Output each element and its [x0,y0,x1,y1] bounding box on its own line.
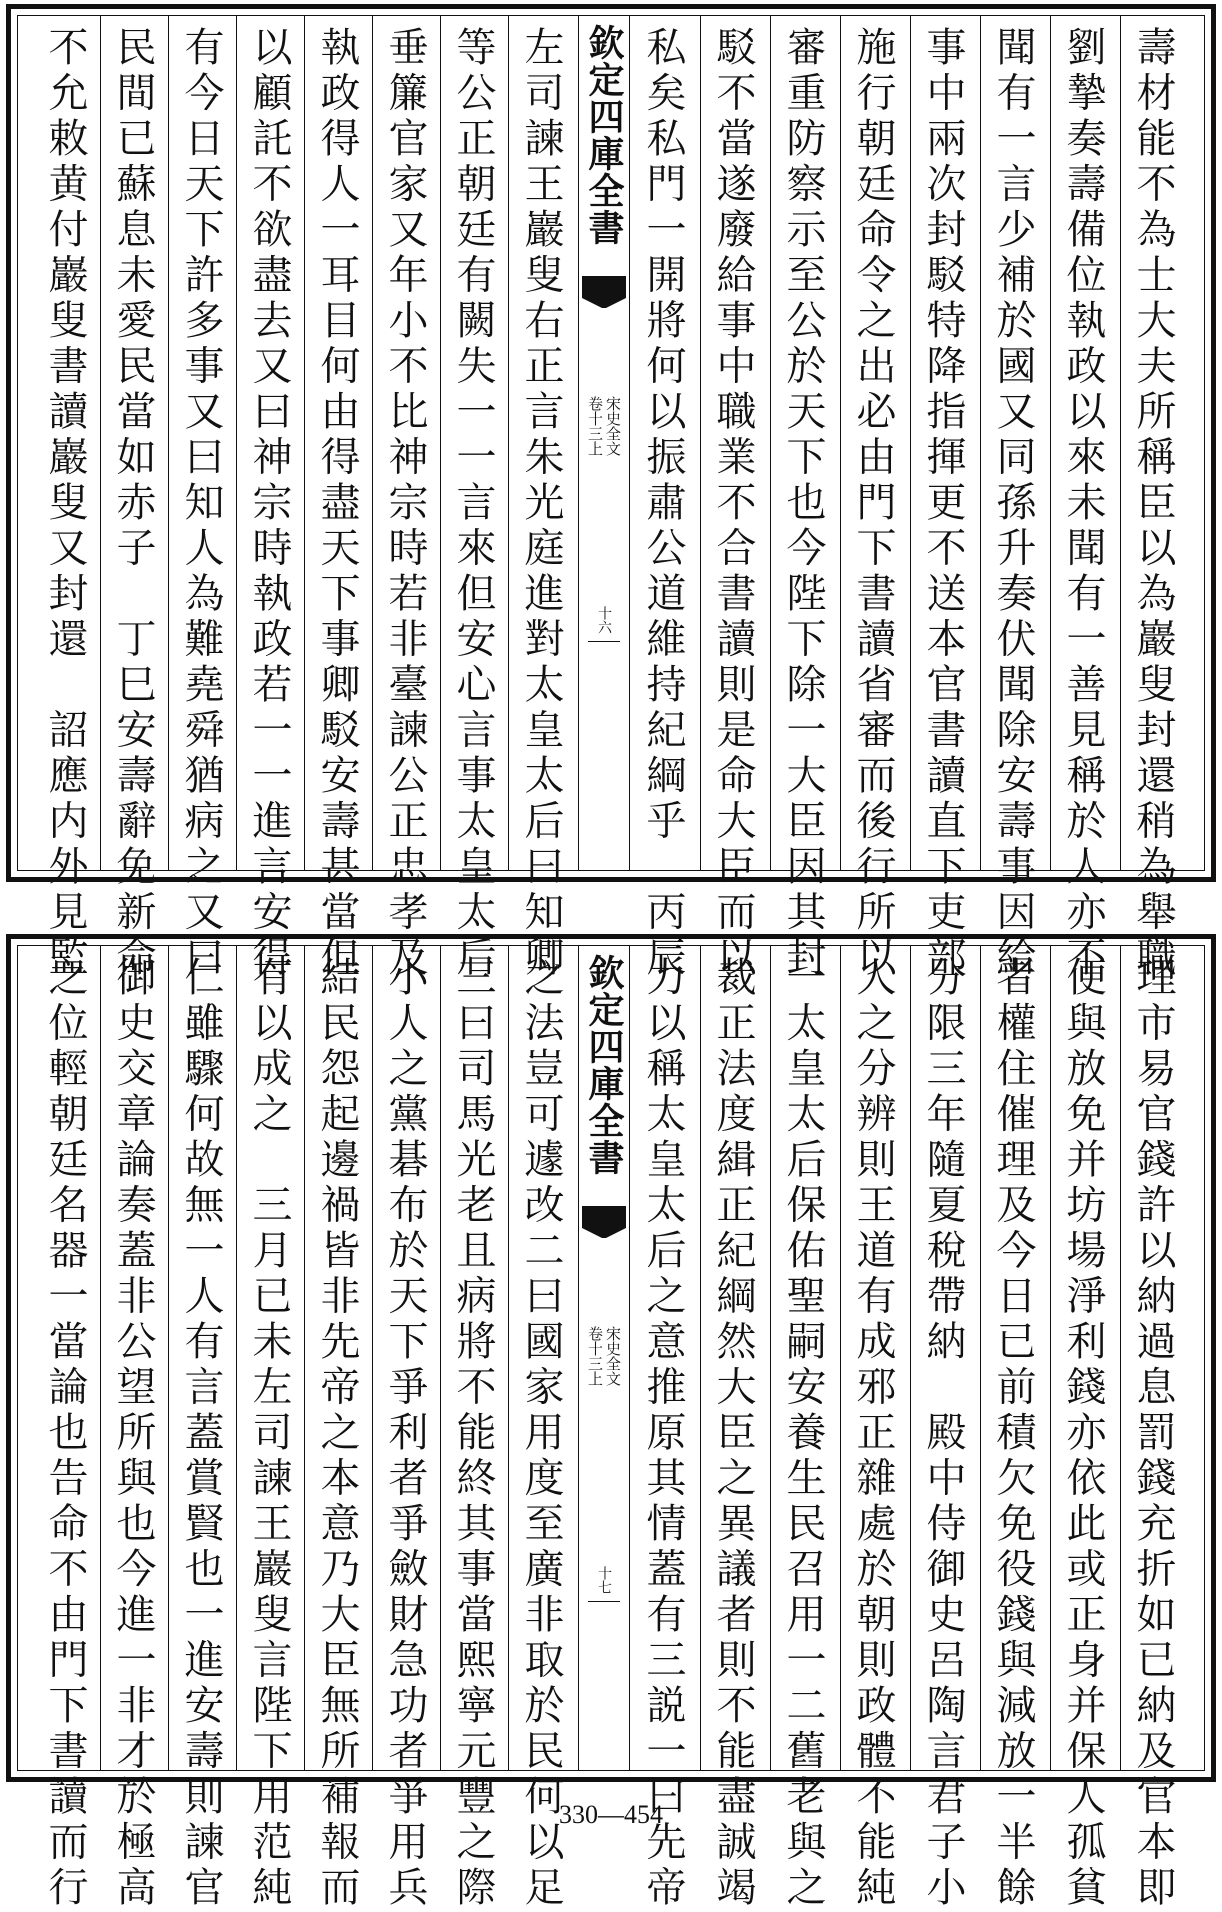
text-column: 一太皇太后保佑聖嗣安養生民召用一二舊老與之 [780,956,826,1912]
column-rule [100,16,101,870]
volume-label: 卷十三上 [586,396,604,456]
text-column: 不允敕黄付巖叟書讀巖叟又封還 詔應内外見監 [42,26,88,982]
column-rule [980,16,981,870]
text-column: 民間已蘇息未愛民當如赤子 丁巳安壽辭免新命 [110,26,156,982]
column-rule [1050,946,1051,1770]
top-page-inner-border [17,15,1205,982]
text-column: 三曰司馬光老且病將不能終其事當熙寧元豐之際 [450,956,496,1912]
text-column: 審重防察示至公於天下也今陛下除一大臣因其封 [780,26,826,982]
text-column: 結民怨起邊禍皆非先帝之本意乃大臣無所補報而 [314,956,360,1912]
column-rule [840,946,841,1770]
column-rule [1120,16,1121,870]
text-column: 御史交章論奏蓋非公望所與也今進一非才於極高 [110,956,156,1912]
column-rule [700,946,701,1770]
text-column: 等公正朝廷有闕失一一言來但安心言事太皇太后 [450,26,496,982]
column-rule [770,16,771,870]
book-title: 宋史全文 [604,1326,622,1386]
column-rule [168,946,169,1770]
text-column: 裁正法度緝正紀綱然大臣之異議者則不能盡誠竭 [710,956,756,1912]
column-rule [1050,16,1051,870]
column-rule [508,946,509,1770]
spine-left-rule [578,16,579,870]
column-rule [304,946,305,1770]
column-rule [770,946,771,1770]
fishtail-mark [582,1206,626,1228]
text-column: 人之分辨則王道有成邪正雜處於朝則政體不能純 [850,956,896,1912]
text-column: 左司諫王巖叟右正言朱光庭進對太皇太后曰知卿 [518,26,564,982]
column-rule [700,16,701,870]
text-column: 分限三年隨夏稅帶納 殿中侍御史呂陶言君子小 [920,956,966,1912]
text-column: 有以成之 三月已未左司諫王巖叟言陛下用范純 [246,956,292,1912]
text-column: 以顧託不欲盡去又曰神宗時執政若一一進言安得 [246,26,292,982]
center-spine [578,16,630,870]
text-column: 之位輕朝廷名器一當論也告命不由門下書讀而行 [42,956,88,1912]
text-column: 者權住催理及今日已前積欠免役錢與減放一半餘 [990,956,1036,1912]
text-column: 理市易官錢許以納過息罰錢充折如已納及官本即 [1130,956,1176,1912]
column-rule [980,946,981,1770]
column-rule [440,946,441,1770]
leaf-number: 十六 [596,606,612,634]
volume-label: 卷十三上 [586,1326,604,1386]
text-column: 垂簾官家又年小不比神宗時若非臺諫公正忠孝及 [382,26,428,982]
column-rule [100,946,101,1770]
leaf-number-rule [588,1601,620,1602]
book-title: 宋史全文 [604,396,622,456]
leaf-number-rule [588,641,620,642]
column-rule [440,16,441,870]
library-title: 欽定四庫全書 [583,954,625,1176]
spine-left-rule [578,946,579,1770]
column-rule [236,16,237,870]
spine-right-rule [629,946,630,1770]
text-column: 力以稱太皇太后之意推原其情蓋有三説一曰先帝 [640,956,686,1912]
text-column: 駁不當遂廢給事中職業不合書讀則是命大臣而以 [710,26,756,982]
column-rule [1120,946,1121,1770]
column-rule [236,946,237,1770]
text-column: 壽材能不為士大夫所稱臣以為巖叟封還稍為舉職 [1130,26,1176,982]
text-column: 有今日天下許多事又曰知人為難堯舜猶病之又曰 [178,26,224,982]
text-column: 劉摯奏壽備位執政以來未聞有一善見稱於人亦不 [1060,26,1106,982]
column-rule [372,946,373,1770]
column-rule [910,946,911,1770]
text-column: 之法豈可遽改二曰國家用度至廣非取於民何以足 [518,956,564,1912]
page-footer-number: 330—454 [559,1800,663,1829]
text-column: 便與放免并坊場淨利錢亦依此或正身并保人孤貧 [1060,956,1106,1912]
leaf-number: 十七 [596,1566,612,1594]
column-rule [508,16,509,870]
spine-right-rule [629,16,630,870]
text-column: 小人之黨碁布於天下爭利者爭斂財急功者爭用兵 [382,956,428,1912]
column-rule [840,16,841,870]
center-spine [578,946,630,1770]
fishtail-mark [582,276,626,298]
text-column: 事中兩次封駁特降指揮更不送本官書讀直下吏部 [920,26,966,982]
text-column: 聞有一言少補於國又同孫升奏伏聞除安壽事因給 [990,26,1036,982]
column-rule [910,16,911,870]
text-column: 執政得人一耳目何由得盡天下事卿駁安壽甚當但 [314,26,360,982]
column-rule [372,16,373,870]
library-title: 欽定四庫全書 [583,24,625,246]
text-column: 私矣私門一開將何以振肅公道維持紀綱乎 丙辰 [640,26,686,982]
text-column: 施行朝廷命令之出必由門下書讀省審而後行所以 [850,26,896,982]
column-rule [168,16,169,870]
top-page [6,4,1216,982]
text-column: 仁雖驟何故無一人有言蓋賞賢也一進安壽則諫官 [178,956,224,1912]
column-rule [304,16,305,870]
